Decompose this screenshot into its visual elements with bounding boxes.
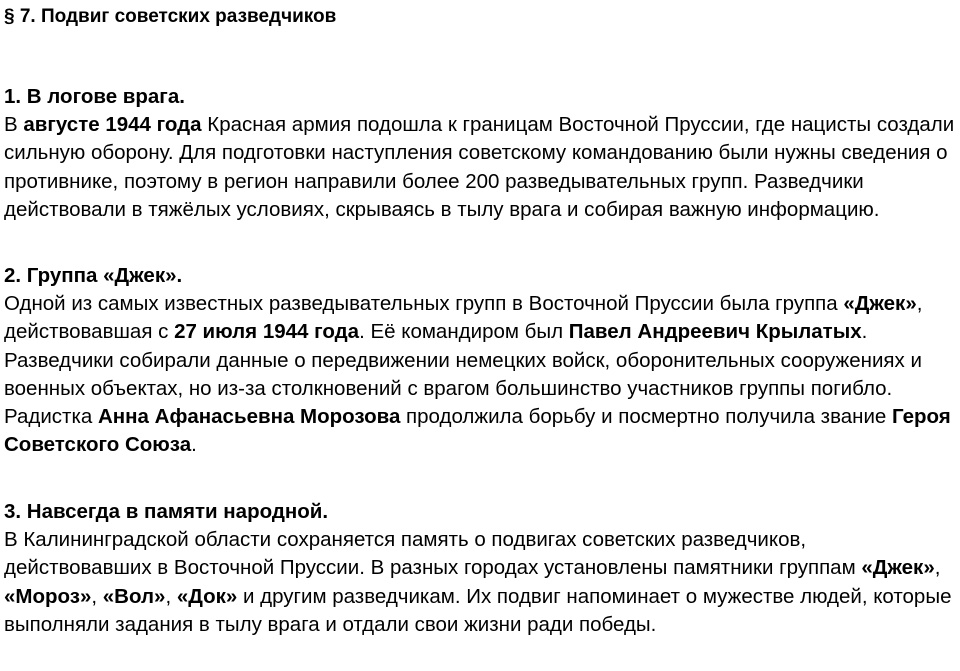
text-run: , bbox=[165, 584, 177, 608]
text-run: Красная армия подошла к границам Восточной Пруссии, где нацисты создали сильную оборону. Для подготовки наступления советскому командованию были нужны сведения о противнике, поэтому в регион направили более 200 разведывательных групп. Разведчики действовали в тяжёлых условиях, скрываясь в тылу врага и собирая важную информацию. bbox=[4, 113, 955, 221]
section-heading: 3. Навсегда в памяти народной. bbox=[4, 500, 329, 523]
page-title: § 7. Подвиг советских разведчиков bbox=[4, 6, 337, 27]
bold-text-run: 27 июля 1944 года bbox=[174, 320, 360, 344]
bold-text-run: августе 1944 года bbox=[23, 113, 202, 136]
text-run: . Разведчики собирали данные о передвижении немецких войск, оборонительных сооружениях и военных объектах, но из-за столкновений с врагом большинство участников группы погибло. Радистка bbox=[4, 320, 922, 429]
text-run: продолжила борьбу и посмертно получила звание bbox=[400, 405, 892, 429]
text-run: , действовавшая с bbox=[4, 292, 923, 344]
bold-text-run: «Мороз» bbox=[4, 584, 92, 608]
section-paragraph bbox=[4, 111, 956, 224]
section-paragraph bbox=[4, 526, 956, 639]
section-in-enemy-lair bbox=[4, 83, 956, 224]
text-run: , bbox=[91, 584, 103, 608]
text-run: , bbox=[934, 556, 941, 580]
bold-text-run: Павел Андреевич Крылатых bbox=[568, 320, 862, 344]
text-run: В bbox=[4, 113, 24, 136]
section-forever-in-memory bbox=[4, 498, 956, 639]
section-paragraph bbox=[4, 290, 956, 460]
bold-text-run: «Джек» bbox=[843, 292, 917, 315]
section-heading: 1. В логове врага. bbox=[4, 85, 185, 108]
section-group-jack bbox=[4, 262, 956, 460]
bold-text-run: Героя Советского Союза bbox=[4, 405, 951, 457]
bold-text-run: «Вол» bbox=[102, 584, 166, 608]
text-run: . bbox=[191, 433, 197, 457]
text-run: и другим разведчикам. Их подвиг напоминает о мужестве людей, которые выполняли задания в тылу врага и отдали свои жизни ради победы. bbox=[4, 584, 952, 636]
bold-text-run: «Джек» bbox=[861, 556, 935, 580]
bold-text-run: Анна Афанасьевна Морозова bbox=[97, 405, 401, 429]
section-heading: 2. Группа «Джек». bbox=[4, 264, 183, 287]
text-run: . Её командиром был bbox=[359, 320, 569, 344]
text-run: В Калининградской области сохраняется память о подвигах советских разведчиков, действовавших в Восточной Пруссии. В разных городах установлены памятники группам bbox=[4, 528, 862, 580]
bold-text-run: «Док» bbox=[176, 584, 238, 608]
text-run: Одной из самых известных разведывательных групп в Восточной Пруссии была группа bbox=[4, 292, 844, 315]
